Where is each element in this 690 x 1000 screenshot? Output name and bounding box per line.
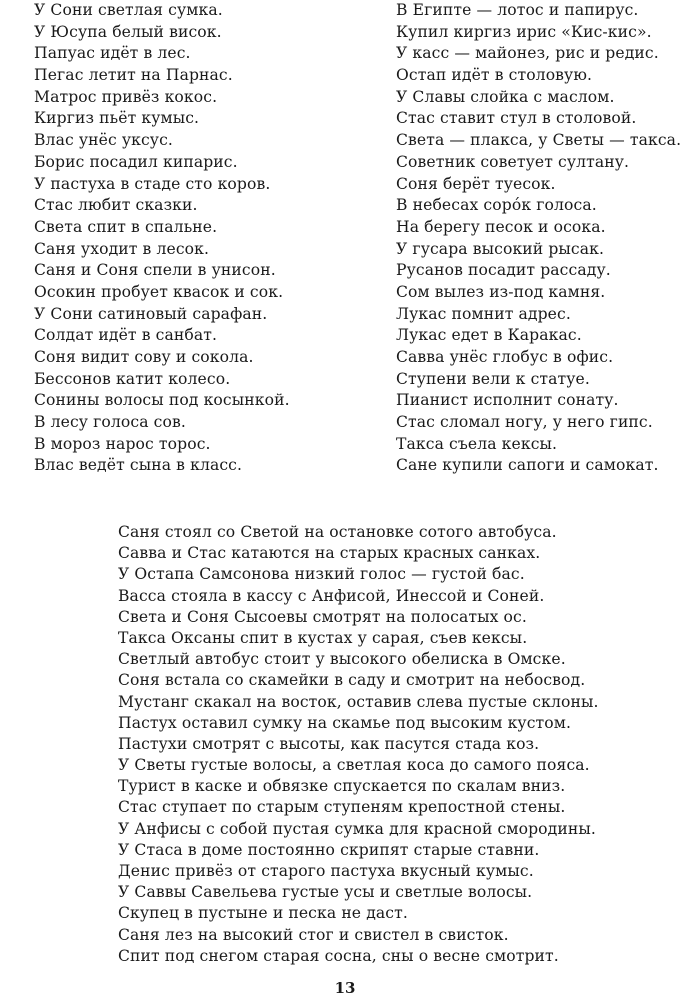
left-line: Пегас летит на Парнас.	[34, 66, 233, 85]
sentence-line: Такса Оксаны спит в кустах у сарая, съев кексы.	[118, 628, 528, 647]
right-line: Света — плакса, у Светы — такса.	[396, 131, 682, 150]
sentence-line: У Анфисы с собой пустая сумка для красной смородины.	[118, 819, 596, 838]
sentence-line: Скупец в пустыне и песка не даст.	[118, 904, 408, 923]
left-line: Киргиз пьёт кумыс.	[34, 109, 200, 128]
left-line: Стас любит сказки.	[34, 196, 198, 215]
right-line: Стас сломал ногу, у него гипс.	[396, 413, 653, 432]
left-line: У Юсупа белый висок.	[34, 22, 222, 41]
right-line: Пианист исполнит сонату.	[396, 391, 619, 410]
sentence-line: Спит под снегом старая сосна, сны о весне смотрит.	[118, 946, 559, 965]
sentence-line: У Светы густые волосы, а светлая коса до самого пояса.	[118, 756, 590, 775]
sentence-list	[118, 522, 678, 967]
left-line: Осокин пробует квасок и сок.	[34, 282, 284, 301]
left-line: Сонины волосы под косынкой.	[34, 391, 290, 410]
left-column	[34, 0, 364, 477]
left-line: У Сони сатиновый сарафан.	[34, 304, 268, 323]
right-line: Сане купили сапоги и самокат.	[396, 456, 659, 475]
left-line: Саня уходит в лесок.	[34, 239, 210, 258]
left-line: Саня и Соня спели в унисон.	[34, 261, 276, 280]
right-line: У гусара высокий рысак.	[396, 239, 605, 258]
right-line: Ступени вели к статуе.	[396, 369, 590, 388]
left-line: Матрос привёз кокос.	[34, 87, 218, 106]
sentence-line: Соня встала со скамейки в саду и смотрит на небосвод.	[118, 671, 586, 690]
sentence-line: Савва и Стас катаются на старых красных санках.	[118, 544, 541, 563]
right-line: Сом вылез из-под камня.	[396, 282, 606, 301]
right-line: Лукас едет в Каракас.	[396, 326, 582, 345]
right-line: Русанов посадит рассаду.	[396, 261, 611, 280]
left-line: В лесу голоса сов.	[34, 413, 186, 432]
right-line: В Египте — лотос и папирус.	[396, 1, 639, 19]
left-line: В мороз нарос торос.	[34, 434, 211, 453]
right-line: Лукас помнит адрес.	[396, 304, 571, 323]
right-line: Такса съела кексы.	[396, 434, 558, 453]
sentence-line: Турист в каске и обвязке спускается по скалам вниз.	[118, 777, 566, 796]
left-line: Папуас идёт в лес.	[34, 44, 191, 63]
sentence-line: Саня лез на высокий стог и свистел в свисток.	[118, 925, 509, 944]
left-line: Бессонов катит колесо.	[34, 369, 231, 388]
left-line: У пастуха в стаде сто коров.	[34, 174, 271, 193]
right-line: Савва унёс глобус в офис.	[396, 348, 614, 366]
left-line: Солдат идёт в санбат.	[34, 326, 218, 345]
sentence-line: Пастухи смотрят с высоты, как пасутся стада коз.	[118, 734, 540, 753]
sentence-line: Васса стояла в кассу с Анфисой, Инессой и Соней.	[118, 586, 545, 605]
right-line: Остап идёт в столовую.	[396, 66, 593, 85]
sentence-line: У Остапа Самсонова низкий голос — густой бас.	[118, 565, 525, 584]
sentence-line: Денис привёз от старого пастуха вкусный кумыс.	[118, 862, 534, 880]
left-line: Влас ведёт сына в класс.	[34, 456, 243, 475]
sentence-line: У Стаса в доме постоянно скрипят старые ставни.	[118, 840, 540, 859]
left-line: Света спит в спальне.	[34, 217, 218, 236]
left-line: Соня видит сову и сокола.	[34, 348, 254, 366]
right-line: У Славы слойка с маслом.	[396, 87, 615, 106]
right-column	[396, 0, 686, 477]
right-line: Стас ставит стул в столовой.	[396, 109, 637, 128]
sentence-line: Стас ступает по старым ступеням крепостной стены.	[118, 798, 566, 817]
sentence-line: Пастух оставил сумку на скамье под высоким кустом.	[118, 713, 572, 732]
left-line: У Сони светлая сумка.	[34, 1, 223, 19]
sentence-line: Светлый автобус стоит у высокого обелиска в Омске.	[118, 650, 566, 669]
right-line: Советник советует султану.	[396, 152, 630, 171]
left-line: Влас унёс уксус.	[34, 131, 173, 150]
right-line: На берегу песок и осока.	[396, 217, 606, 236]
left-line: Борис посадил кипарис.	[34, 152, 238, 171]
sentence-line: Мустанг скакал на восток, оставив слева пустые склоны.	[118, 692, 599, 711]
page-number: 13	[334, 979, 356, 997]
sentence-line: Саня стоял со Светой на остановке сотого автобуса.	[118, 523, 557, 541]
right-line: Соня берёт туесок.	[396, 174, 556, 193]
right-line: У касс — майонез, рис и редис.	[396, 44, 659, 63]
sentence-line: Света и Соня Сысоевы смотрят на полосатых ос.	[118, 607, 527, 626]
right-line: Купил киргиз ирис «Кис-кис».	[396, 22, 652, 41]
right-line: В небесах соро́к голоса.	[396, 196, 597, 215]
sentence-line: У Саввы Савельева густые усы и светлые волосы.	[118, 883, 533, 902]
